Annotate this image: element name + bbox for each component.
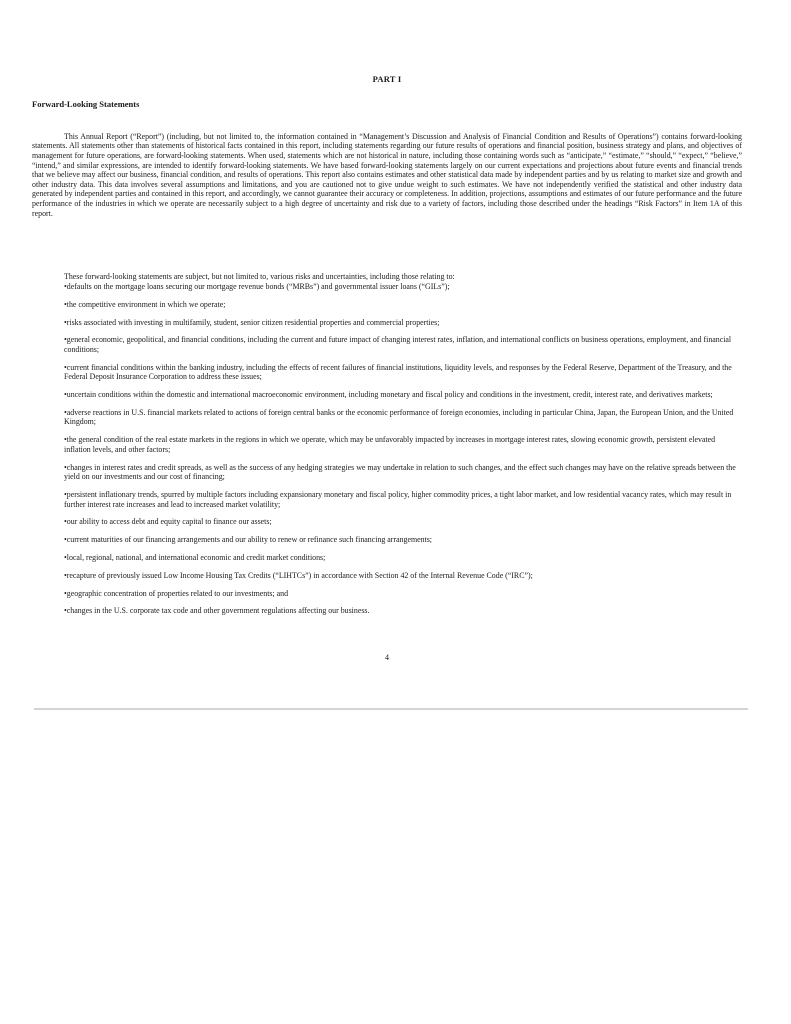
list-item: •general economic, geopolitical, and financial conditions, including the current and future impact of changing interest rates, inflation, and international conflicts on business operations, employment, and financial conditions; [64,335,732,354]
page-number: 4 [385,653,389,662]
list-item: •changes in the U.S. corporate tax code and other government regulations affecting our business. [64,606,370,616]
list-item: •changes in interest rates and credit spreads, as well as the success of any hedging strategies we may undertake in relation to such changes, and the effect such changes may have on the relative spreads between the yield on our investments and our cost of financing; [64,462,736,482]
list-item: •risks associated with investing in multifamily, student, senior citizen residential properties and commercial properties; [64,317,440,327]
list-item: •recapture of previously issued Low Income Housing Tax Credits (“LIHTCs”) in accordance with Section 42 of the Internal Revenue Code (“IRC”); [64,570,533,580]
list-item: •adverse reactions in U.S. financial markets related to actions of foreign central banks or the economic performance of foreign economies, including in particular China, Japan, the European Union, and the United Kingdom; [64,407,734,427]
list-item: •current financial conditions within the banking industry, including the effects of recent failures of financial institutions, liquidity levels, and responses by the Federal Reserve, Department of the Treasury, and the Federal Deposit Insurance Corporation to address these issues; [64,362,732,382]
page-divider [34,708,748,710]
list-item: •uncertain conditions within the domestic and international macroeconomic environment, including monetary and fiscal policy and conditions in the investment, credit, interest rate, and derivatives markets; [64,390,713,400]
risk-list [64,282,742,624]
list-item: •defaults on the mortgage loans securing our mortgage revenue bonds (“MRBs”) and governmental issuer loans (“GILs”); [64,282,450,291]
list-item: •the competitive environment in which we operate; [64,299,226,309]
list-item: •our ability to access debt and equity capital to finance our assets; [64,517,272,527]
lead-sentence: These forward-looking statements are subject, but not limited to, various risks and uncertainties, including those relating to: [64,271,455,281]
list-item: •local, regional, national, and international economic and credit market conditions; [64,552,326,562]
list-item: •current maturities of our financing arrangements and our ability to renew or refinance such financing arrangements; [64,535,433,545]
intro-paragraph: This Annual Report (“Report”) (including, but not limited to, the information contained in “Management’s Discussion and Analysis of Financial Condition and Results of Operations”) contains forward-looking statements. All statements other than statements of historical facts contained in this report, including statements regarding our future results of operations and financial position, business strategy and plans, and objectives of management for future operations, are forward-looking statements. When used, statements which are not historical in nature, including those containing words such as “anticipate,” “estimate,” “should,” “expect,” “believe,” “intend,” and similar expressions, are intended to identify forward-looking statements. We have based forward-looking statements largely on our current expectations and projections about future events and financial trends that we believe may affect our business, financial condition, and results of operations. This report also contains estimates and other statistical data made by independent parties and by us relating to market size and growth and other industry data. This data involves several assumptions and limitations, and you are cautioned not to give undue weight to such estimates. We have not independently verified the statistical and other industry data generated by independent parties and contained in this report, and accordingly, we cannot guarantee their accuracy or completeness. In addition, projections, assumptions and estimates of our future performance and the future performance of the industries in which we operate are necessarily subject to a high degree of uncertainty and risk due to a variety of factors, including those described under the headings “Risk Factors” in Item 1A of this report. [32,131,742,218]
part-title: PART I [372,74,402,84]
list-item: •geographic concentration of properties related to our investments; and [64,588,289,598]
section-heading: Forward-Looking Statements [32,99,140,109]
list-item: •the general condition of the real estate markets in the regions in which we operate, which may be unfavorably impacted by increases in mortgage interest rates, slowing economic growth, persistent elevated inflation levels, and other factors; [64,435,716,454]
list-item: •persistent inflationary trends, spurred by multiple factors including expansionary monetary and fiscal policy, higher commodity prices, a tight labor market, and low residential vacancy rates, which may result in further interest rate increases and lead to increased market volatility; [64,490,732,509]
